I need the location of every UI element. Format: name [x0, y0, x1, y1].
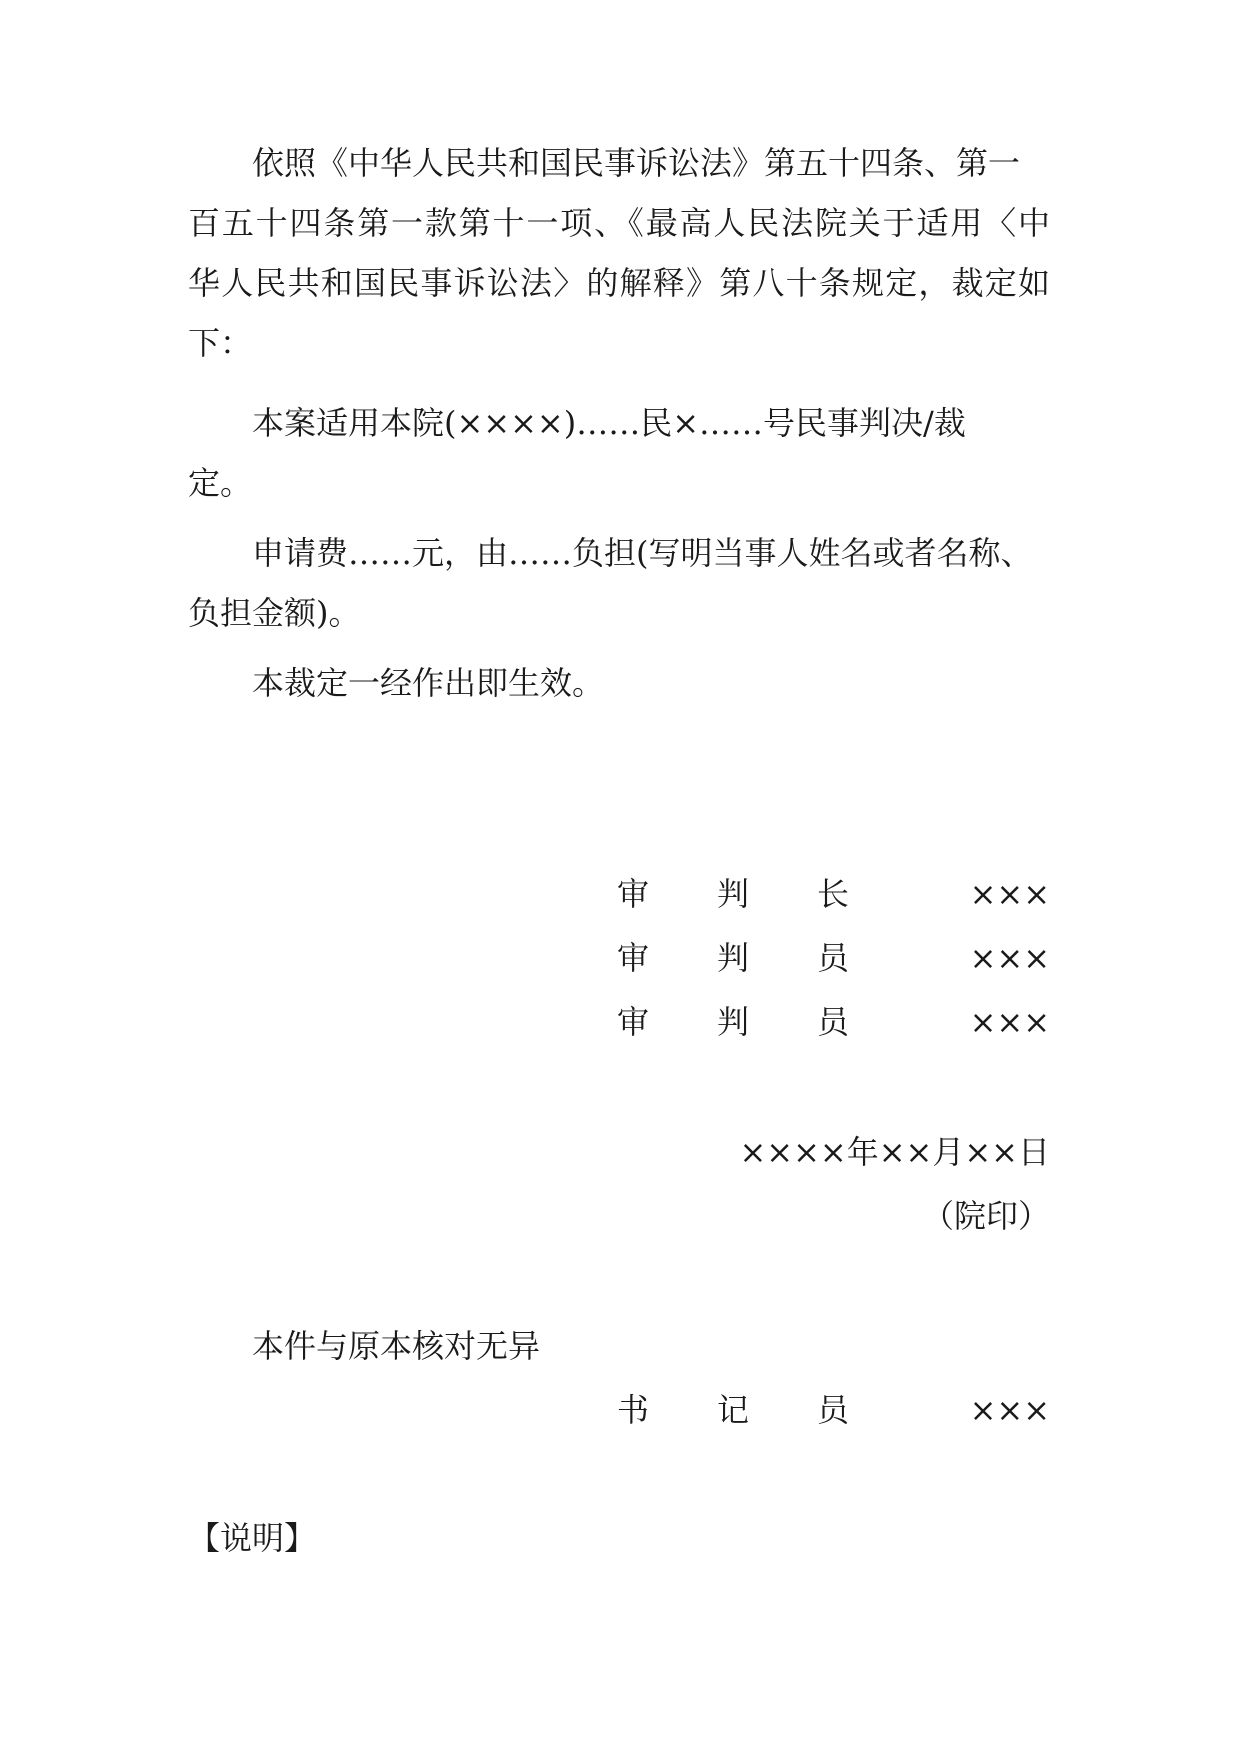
- verification-statement: 本件与原本核对无异: [252, 1327, 541, 1365]
- ruling-date: ××××年××月××日: [739, 1133, 1050, 1171]
- signature-title-char: 员: [817, 1391, 850, 1429]
- fee-paragraph-line-2: 负担金额)。: [188, 594, 361, 632]
- signature-title-char: 记: [717, 1391, 750, 1429]
- signature-title-char: 审: [617, 1003, 650, 1041]
- signature-clerk: [617, 1390, 1050, 1430]
- signature-title-char: 书: [617, 1391, 650, 1429]
- signature-judge-1: [617, 938, 1050, 978]
- signature-name: ×××: [969, 875, 1050, 913]
- signature-name: ×××: [969, 1391, 1050, 1429]
- signature-title-char: 长: [817, 875, 850, 913]
- fee-paragraph-line-1: 申请费……元，由……负担(写明当事人姓名或者名称、: [252, 534, 1033, 572]
- signature-title-char: 员: [817, 939, 850, 977]
- effect-paragraph: 本裁定一经作出即生效。: [252, 664, 605, 702]
- ruling-paragraph-line-4: 下：: [188, 324, 253, 362]
- signature-title-char: 判: [717, 939, 750, 977]
- signature-title-char: 审: [617, 939, 650, 977]
- signature-title-char: 员: [817, 1003, 850, 1041]
- signature-name: ×××: [969, 1003, 1050, 1041]
- ruling-paragraph-line-2: 百五十四条第一款第十一项、《最高人民法院关于适用〈中: [188, 204, 1050, 242]
- signature-name: ×××: [969, 939, 1050, 977]
- ruling-paragraph-line-1: 依照《中华人民共和国民事诉讼法》第五十四条、第一: [252, 144, 1021, 182]
- applicability-paragraph-line-2: 定。: [188, 464, 253, 502]
- signature-title-char: 审: [617, 875, 650, 913]
- signature-title-char: 判: [717, 1003, 750, 1041]
- signature-presiding-judge: [617, 874, 1050, 914]
- signature-title-char: 判: [717, 875, 750, 913]
- court-seal: （院印）: [921, 1197, 1050, 1235]
- explanation-heading: 【说明】: [188, 1519, 317, 1557]
- applicability-paragraph-line-1: 本案适用本院(××××)……民×……号民事判决/裁: [252, 404, 966, 442]
- signature-judge-2: [617, 1002, 1050, 1042]
- ruling-paragraph-line-3: 华人民共和国民事诉讼法〉的解释》第八十条规定，裁定如: [188, 264, 1050, 302]
